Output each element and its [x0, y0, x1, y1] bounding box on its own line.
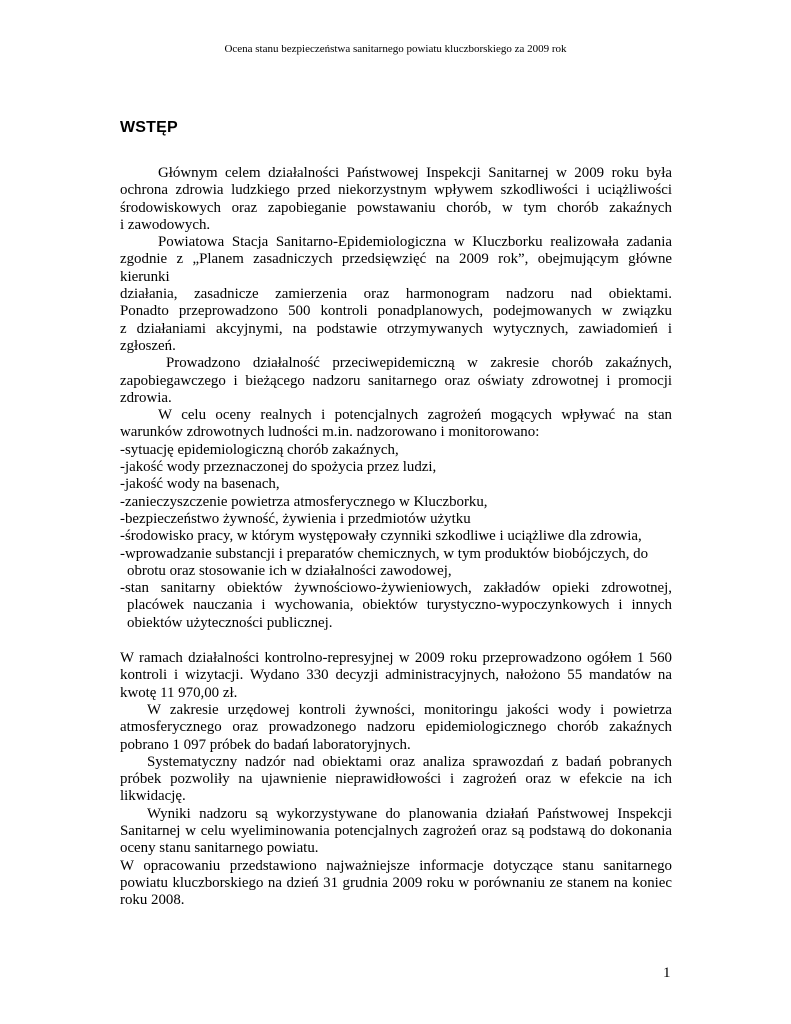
text-line: likwidację. — [120, 788, 186, 805]
list-item-continuation: obiektów użyteczności publicznej. — [127, 614, 333, 631]
text-line: Prowadzono działalność przeciwepidemiczną w zakresie chorób zakaźnych, — [166, 355, 672, 372]
text-line: Ponadto przeprowadzono 500 kontroli ponadplanowych, podejmowanych w związku — [120, 303, 672, 320]
text-line: W opracowaniu przedstawiono najważniejsze informacje dotyczące stanu sanitarnego — [120, 857, 672, 874]
text-line: W ramach działalności kontrolno-represyjnej w 2009 roku przeprowadzono ogółem 1 560 — [120, 650, 672, 667]
text-line: pobrano 1 097 próbek do badań laboratoryjnych. — [120, 736, 411, 753]
list-item: -wprowadzanie substancji i preparatów chemicznych, w tym produktów biobójczych, do — [120, 545, 649, 562]
text-line: z działaniami akcyjnymi, na podstawie otrzymywanych wytycznych, zawiadomień i zgłoszeń. — [120, 320, 672, 354]
text-line: warunków zdrowotnych ludności m.in. nadzorowano i monitorowano: — [120, 424, 540, 441]
text-line: kwotę 11 970,00 zł. — [120, 684, 238, 701]
list-item: -jakość wody na basenach, — [120, 476, 280, 493]
document-body — [120, 165, 672, 909]
list-item: -środowisko pracy, w którym występowały czynniki szkodliwe i uciążliwe dla zdrowia, — [120, 528, 642, 545]
text-line: Wyniki nadzoru są wykorzystywane do planowania działań Państwowej Inspekcji — [147, 805, 672, 822]
text-line: oceny stanu sanitarnego powiatu. — [120, 840, 319, 857]
section-heading: WSTĘP — [120, 119, 178, 136]
text-line: roku 2008. — [120, 892, 185, 909]
list-item: -zanieczyszczenie powietrza atmosferycznego w Kluczborku, — [120, 493, 488, 510]
running-header: Ocena stanu bezpieczeństwa sanitarnego powiatu kluczborskiego za 2009 rok — [224, 43, 567, 55]
list-item: -bezpieczeństwo żywność, żywienia i przedmiotów użytku — [120, 510, 471, 527]
text-line: zgodnie z „Planem zasadniczych przedsięwzięć na 2009 rok”, obejmującym główne kierunki — [120, 251, 672, 285]
list-item: -stan sanitarny obiektów żywnościowo-żywieniowych, zakładów opieki zdrowotnej, — [120, 580, 672, 597]
text-line: zapobiegawczego i bieżącego nadzoru sanitarnego oraz oświaty zdrowotnej i promocji — [120, 372, 672, 389]
text-line: Sanitarnej w celu wyeliminowania potencjalnych zagrożeń oraz są podstawą do dokonania — [120, 822, 672, 839]
list-item: -jakość wody przeznaczonej do spożycia przez ludzi, — [120, 459, 437, 476]
text-line: W zakresie urzędowej kontroli żywności, monitoringu jakości wody i powietrza — [147, 701, 672, 718]
text-line: zdrowia. — [120, 389, 172, 406]
text-line: powiatu kluczborskiego na dzień 31 grudnia 2009 roku w porównaniu ze stanem na koniec — [120, 874, 672, 891]
text-line: Powiatowa Stacja Sanitarno-Epidemiologiczna w Kluczborku realizowała zadania — [158, 234, 672, 251]
text-line: i zawodowych. — [120, 216, 211, 233]
text-line: kontroli i wizytacji. Wydano 330 decyzji administracyjnych, nałożono 55 mandatów na — [120, 667, 672, 684]
list-item-continuation: obrotu oraz stosowanie ich w działalności zawodowej, — [127, 562, 452, 579]
text-line: działania, zasadnicze zamierzenia oraz harmonogram nadzoru nad obiektami. — [120, 286, 672, 303]
text-line: próbek pozwoliły na ujawnienie nieprawidłowości i zagrożeń oraz w efekcie na ich — [120, 771, 672, 788]
text-line: środowiskowych oraz zapobieganie powstawaniu chorób, w tym chorób zakaźnych — [120, 199, 672, 216]
list-item-continuation: placówek nauczania i wychowania, obiektów turystyczno-wypoczynkowych i innych — [127, 597, 672, 614]
text-line: Systematyczny nadzór nad obiektami oraz analiza sprawozdań z badań pobranych — [147, 753, 672, 770]
text-line: ochrona zdrowia ludzkiego przed niekorzystnym wpływem szkodliwości i uciążliwości — [120, 182, 672, 199]
paragraph-gap — [120, 632, 672, 650]
list-item: -sytuację epidemiologiczną chorób zakaźnych, — [120, 441, 399, 458]
text-line: W celu oceny realnych i potencjalnych zagrożeń mogących wpływać na stan — [158, 407, 672, 424]
text-line: Głównym celem działalności Państwowej Inspekcji Sanitarnej w 2009 roku była — [158, 165, 672, 181]
page-number: 1 — [663, 965, 671, 981]
text-line: atmosferycznego oraz prowadzonego nadzoru epidemiologicznego chorób zakaźnych — [120, 719, 672, 736]
